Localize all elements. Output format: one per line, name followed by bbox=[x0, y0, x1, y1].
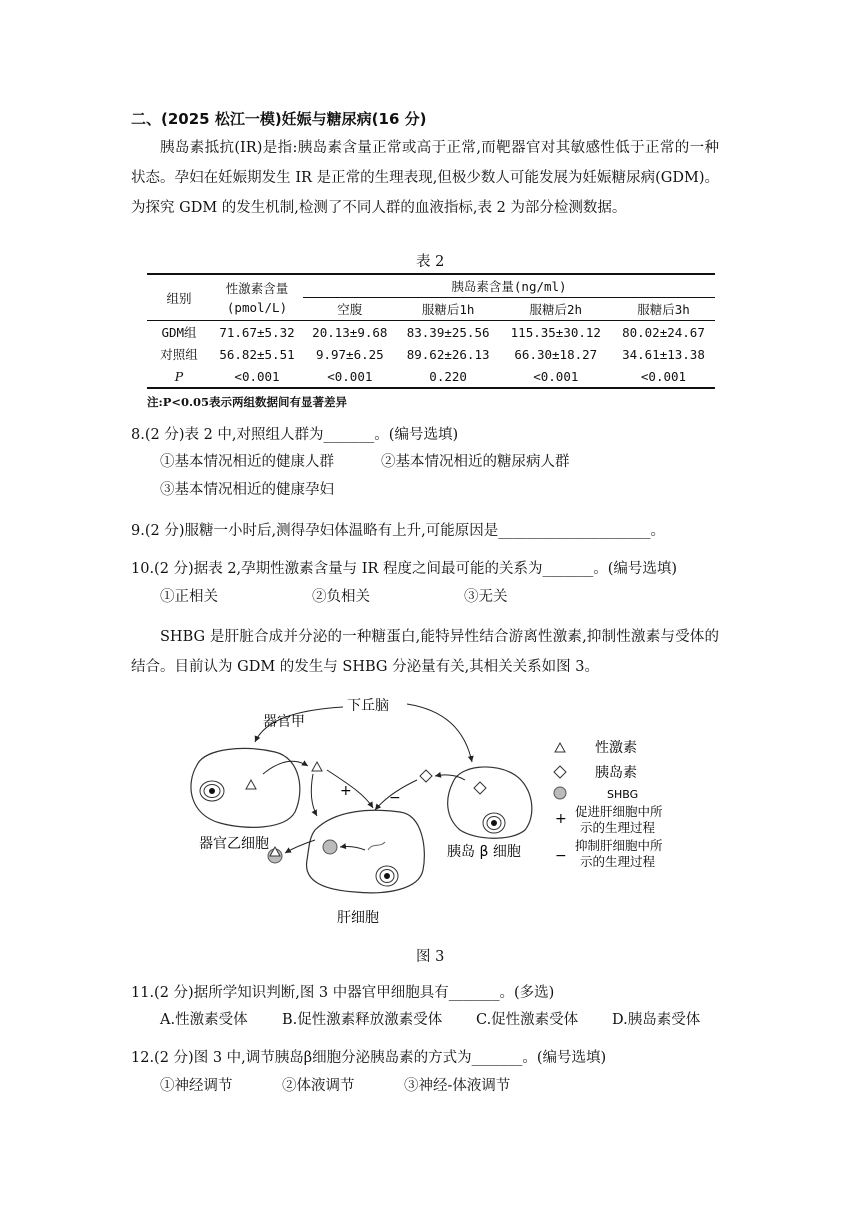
q8-option-1: ①基本情况相近的健康人群 bbox=[160, 454, 334, 470]
label-plus-sign: + bbox=[340, 783, 352, 799]
legend-sex-hormone: 性激素 bbox=[595, 740, 637, 756]
question-9: 9.(2 分)服糖一小时后,测得孕妇体温略有上升,可能原因是_____________________。 bbox=[131, 523, 665, 539]
subheader-2h: 服糖后2h bbox=[529, 302, 583, 317]
table-cell: 34.61±13.38 bbox=[622, 346, 705, 362]
legend-inhibit-line-1: 抑制肝细胞中所 bbox=[575, 838, 663, 853]
subheader-3h: 服糖后3h bbox=[637, 302, 690, 317]
legend-promote-line-1: 促进肝细胞中所 bbox=[575, 804, 663, 819]
table-cell: 71.67±5.32 bbox=[219, 324, 295, 340]
question-10: 10.(2 分)据表 2,孕期性激素含量与 IR 程度之间最可能的关系为_______。(编号选填) bbox=[131, 561, 678, 577]
label-liver-cell: 肝细胞 bbox=[337, 910, 379, 926]
table-cell: 9.97±6.25 bbox=[315, 346, 384, 362]
table-row bbox=[147, 343, 715, 365]
shbg-bound-sex-hormone bbox=[268, 847, 282, 863]
table-cell: <0.001 bbox=[640, 368, 687, 384]
q8-option-3: ③基本情况相近的健康孕妇 bbox=[160, 482, 334, 498]
question-11: 11.(2 分)据所学知识判断,图 3 中器官甲细胞具有_______。(多选) bbox=[131, 985, 555, 1001]
subheader-fasting: 空腹 bbox=[337, 302, 363, 317]
legend-inhibit-line-2: 示的生理过程 bbox=[580, 854, 656, 869]
q11-option-d: D.胰岛素受体 bbox=[612, 1012, 701, 1028]
legend-shbg: SHBG bbox=[607, 788, 639, 801]
table-cell: P bbox=[174, 368, 184, 384]
q10-option-2: ②负相关 bbox=[312, 589, 370, 605]
q12-option-2: ②体液调节 bbox=[282, 1078, 355, 1094]
arrow-hypothalamus-to-beta-cell bbox=[407, 704, 472, 762]
organ-b-cell-nucleus bbox=[200, 781, 224, 801]
liver-cell-nucleus bbox=[376, 866, 398, 886]
table-cell: 115.35±30.12 bbox=[510, 324, 601, 340]
table-cell: 56.82±5.51 bbox=[219, 346, 295, 362]
q11-option-c: C.促性激素受体 bbox=[476, 1012, 579, 1028]
label-minus-sign: − bbox=[389, 790, 401, 806]
q11-option-b: B.促性激素释放激素受体 bbox=[282, 1012, 443, 1028]
question-12: 12.(2 分)图 3 中,调节胰岛β细胞分泌胰岛素的方式为_______。(编号选填) bbox=[131, 1050, 607, 1066]
table-row bbox=[147, 365, 715, 388]
q8-option-2: ②基本情况相近的糖尿病人群 bbox=[381, 454, 570, 470]
label-beta-cell: 胰岛 β 细胞 bbox=[447, 844, 521, 860]
table-cell: 80.02±24.67 bbox=[622, 324, 705, 340]
legend-insulin: 胰岛素 bbox=[595, 765, 637, 781]
figure-3-diagram bbox=[175, 690, 695, 935]
table-cell: <0.001 bbox=[327, 368, 373, 384]
subheader-1h: 服糖后1h bbox=[421, 302, 475, 317]
shbg-paragraph: SHBG 是肝脏合成并分泌的一种糖蛋白,能特异性结合游离性激素,抑制性激素与受体的结合。目前认为 GDM 的发生与 SHBG 分泌量有关,其相关关系如图 3。 bbox=[131, 629, 719, 675]
legend-promote-line-2: 示的生理过程 bbox=[580, 820, 656, 835]
intro-paragraph: 胰岛素抵抗(IR)是指:胰岛素含量正常或高于正常,而靶器官对其敏感性低于正常的一种状态。孕妇在妊娠期发生 IR 是正常的生理表现,但极少数人可能发展为妊娠糖尿病(GDM)。为探究 GDM 的发生机制,检测了不同人群的血液指标,表 2 为部分检测数据。 bbox=[131, 140, 719, 216]
header-insulin: 胰岛素含量(ng/ml) bbox=[303, 274, 715, 298]
table-cell: 83.39±25.56 bbox=[406, 324, 490, 340]
table-cell: 0.220 bbox=[429, 368, 467, 384]
table-cell: 89.62±26.13 bbox=[406, 346, 490, 362]
q11-option-a: A.性激素受体 bbox=[160, 1012, 248, 1028]
table-cell: 对照组 bbox=[160, 347, 198, 362]
shbg-circle-in-liver bbox=[323, 840, 337, 854]
header-group: 组别 bbox=[166, 290, 192, 306]
table-note: 注:P<0.05表示两组数据间有显著差异 bbox=[147, 395, 348, 409]
q10-option-3: ③无关 bbox=[464, 589, 508, 605]
section-title: 二、(2025 松江一模)妊娠与糖尿病(16 分) bbox=[131, 110, 427, 128]
table-cell: 20.13±9.68 bbox=[312, 324, 388, 340]
free-insulin-diamond bbox=[420, 770, 432, 782]
table-cell: 66.30±18.27 bbox=[514, 346, 598, 362]
arrow-sex-hormone-to-liver-left bbox=[311, 774, 317, 816]
question-8: 8.(2 分)表 2 中,对照组人群为_______。(编号选填) bbox=[131, 427, 459, 443]
figure-legend bbox=[554, 739, 663, 869]
table-cell: <0.001 bbox=[533, 368, 579, 384]
q12-option-1: ①神经调节 bbox=[160, 1078, 233, 1094]
free-sex-hormone-triangle bbox=[312, 762, 322, 771]
table-row bbox=[147, 321, 715, 344]
table-caption: 表 2 bbox=[416, 254, 445, 270]
table-cell: GDM组 bbox=[161, 325, 197, 340]
legend-promote-symbol: + bbox=[555, 811, 567, 827]
label-organ-a: 器官甲 bbox=[263, 714, 305, 730]
figure-caption: 图 3 bbox=[416, 949, 445, 965]
header-sex-hormone bbox=[211, 274, 303, 321]
header-sex-hormone-unit: (pmol/L) bbox=[226, 299, 288, 315]
legend-inhibit-symbol: − bbox=[555, 848, 567, 864]
header-sex-hormone-label: 性激素含量 bbox=[225, 280, 289, 296]
label-organ-b-cell: 器官乙细胞 bbox=[199, 836, 269, 852]
table-cell: <0.001 bbox=[234, 368, 280, 384]
q12-option-3: ③神经-体液调节 bbox=[404, 1078, 511, 1094]
q10-option-1: ①正相关 bbox=[160, 589, 218, 605]
data-table bbox=[147, 273, 715, 389]
label-hypothalamus: 下丘脑 bbox=[347, 698, 389, 714]
beta-cell-nucleus bbox=[483, 813, 505, 833]
